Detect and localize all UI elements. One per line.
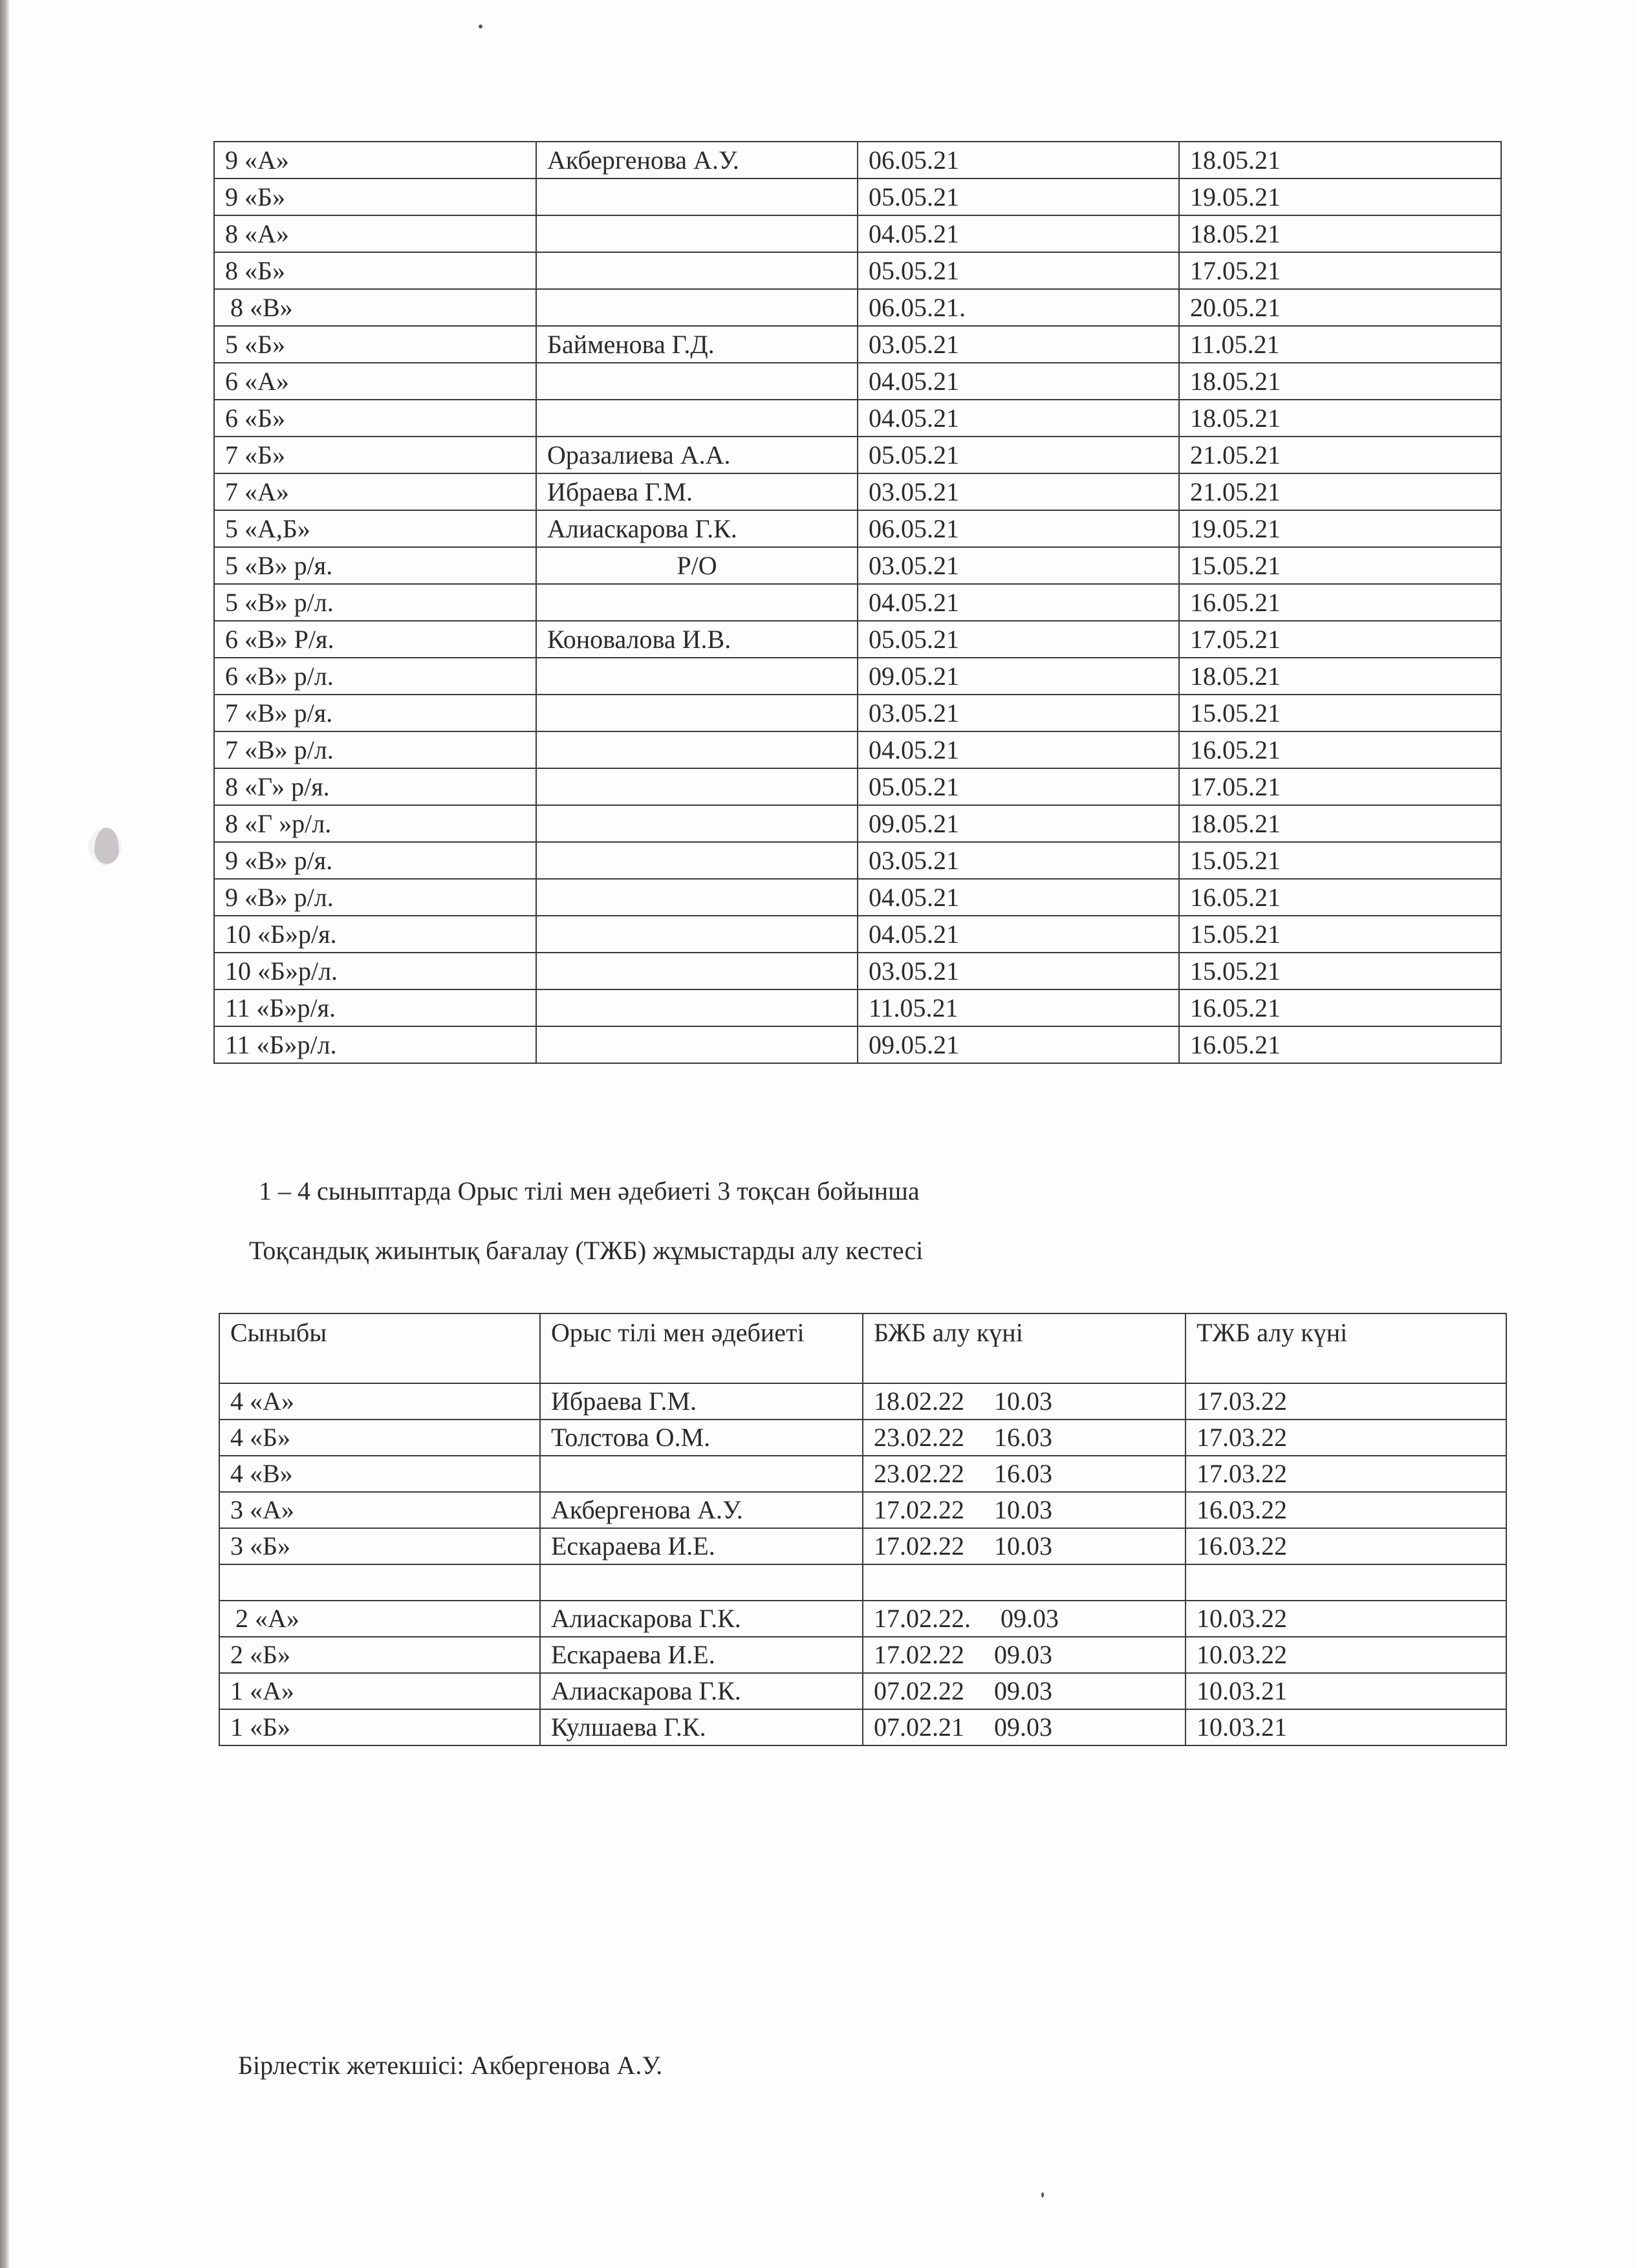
teacher-cell — [536, 695, 858, 731]
bjb-date-cell: 05.05.21 — [858, 437, 1179, 473]
bjb-date-cell: 05.05.21 — [858, 252, 1179, 289]
table-row — [214, 1026, 1501, 1063]
class-cell: 10 «Б»р/я. — [214, 916, 536, 953]
class-cell: 6 «В» р/л. — [214, 658, 536, 695]
tjb-date-cell: 15.05.21 — [1179, 953, 1501, 989]
tjb-date-cell: 16.05.21 — [1179, 989, 1501, 1026]
bjb-date-cell: 04.05.21 — [858, 879, 1179, 916]
blank-row — [219, 1564, 1506, 1601]
tjb-date-cell: 10.03.22 — [1186, 1637, 1506, 1673]
tjb-date-cell: 10.03.21 — [1186, 1709, 1506, 1745]
bjb-second-date: 09.03 — [994, 1640, 1052, 1669]
teacher-cell: Ибраева Г.М. — [536, 473, 858, 510]
class-cell: 8 «Г» р/я. — [214, 768, 536, 805]
table-row — [214, 547, 1501, 584]
tjb-date-cell: 15.05.21 — [1179, 547, 1501, 584]
teacher-cell — [540, 1564, 863, 1601]
class-cell: 8 «В» — [214, 289, 536, 326]
bjb-date-cell: 03.05.21 — [858, 473, 1179, 510]
class-cell: 6 «В» Р/я. — [214, 621, 536, 658]
class-cell: 4 «В» — [219, 1456, 540, 1492]
bjb-date-cell — [863, 1528, 1186, 1564]
tjb-date-cell: 20.05.21 — [1179, 289, 1501, 326]
bjb-date-cell: 06.05.21 — [858, 142, 1179, 178]
bjb-date-cell: 04.05.21 — [858, 215, 1179, 252]
punch-hole — [79, 826, 122, 867]
tjb-date-cell: 11.05.21 — [1179, 326, 1501, 363]
class-cell: 4 «Б» — [219, 1420, 540, 1456]
table-row — [214, 178, 1501, 215]
teacher-cell — [536, 215, 858, 252]
section-subtitle: 1 – 4 сыныптарда Орыс тілі мен әдебиеті 3 тоқсан бойынша — [259, 1176, 920, 1205]
table-row — [214, 989, 1501, 1026]
tjb-date-cell: 18.05.21 — [1179, 142, 1501, 178]
bjb-date-cell: 05.05.21 — [858, 178, 1179, 215]
bjb-date: 17.02.22 — [874, 1640, 964, 1669]
table-row — [214, 510, 1501, 547]
bjb-second-date: 10.03 — [994, 1387, 1052, 1416]
bjb-date-cell: 06.05.21 — [858, 510, 1179, 547]
class-cell: 3 «А» — [219, 1492, 540, 1528]
class-cell: 1 «Б» — [219, 1709, 540, 1745]
class-cell: 5 «Б» — [214, 326, 536, 363]
teacher-cell: Ескараева И.Е. — [540, 1528, 863, 1564]
table-row — [219, 1492, 1506, 1528]
table-row — [214, 621, 1501, 658]
bjb-date: 17.02.22 — [874, 1495, 964, 1524]
bjb-date-cell: 11.05.21 — [858, 989, 1179, 1026]
class-cell: 5 «В» р/л. — [214, 584, 536, 621]
table-row — [214, 584, 1501, 621]
tjb-date-cell: 10.03.21 — [1186, 1673, 1506, 1709]
teacher-cell: Кулшаева Г.К. — [540, 1709, 863, 1745]
schedule-table-grades-1-4 — [219, 1313, 1507, 1746]
bjb-date: 23.02.22 — [874, 1459, 964, 1488]
bjb-date-cell: 04.05.21 — [858, 363, 1179, 400]
tjb-date-cell: 18.05.21 — [1179, 400, 1501, 437]
tjb-date-cell: 16.05.21 — [1179, 731, 1501, 768]
table-row — [214, 953, 1501, 989]
teacher-cell — [536, 658, 858, 695]
teacher-cell — [536, 916, 858, 953]
class-cell: 2 «Б» — [219, 1637, 540, 1673]
bjb-date-cell — [863, 1709, 1186, 1745]
teacher-cell: Оразалиева А.А. — [536, 437, 858, 473]
tjb-date-cell: 16.05.21 — [1179, 584, 1501, 621]
bjb-date-cell: 04.05.21 — [858, 584, 1179, 621]
bjb-date-cell — [863, 1383, 1186, 1420]
teacher-cell: Ескараева И.Е. — [540, 1637, 863, 1673]
header-class: Сыныбы — [219, 1313, 540, 1383]
teacher-cell: Акбергенова А.У. — [540, 1492, 863, 1528]
tjb-date-cell: 21.05.21 — [1179, 473, 1501, 510]
tjb-date-cell: 17.05.21 — [1179, 252, 1501, 289]
bjb-date-cell — [863, 1601, 1186, 1637]
class-cell: 7 «В» р/я. — [214, 695, 536, 731]
table-row — [214, 916, 1501, 953]
teacher-cell: Алиаскарова Г.К. — [540, 1673, 863, 1709]
section-title: Тоқсандық жиынтық бағалау (ТЖБ) жұмыстарды алу кестесі — [249, 1236, 924, 1265]
class-cell: 2 «А» — [219, 1601, 540, 1637]
table-row — [214, 658, 1501, 695]
scan-speck — [1041, 2192, 1044, 2198]
class-cell: 7 «А» — [214, 473, 536, 510]
teacher-cell: Алиаскарова Г.К. — [536, 510, 858, 547]
class-cell: 5 «А,Б» — [214, 510, 536, 547]
table-row — [219, 1528, 1506, 1564]
teacher-cell — [536, 363, 858, 400]
tjb-date-cell: 16.03.22 — [1186, 1528, 1506, 1564]
table-row — [219, 1383, 1506, 1420]
bjb-date-cell: 04.05.21 — [858, 400, 1179, 437]
teacher-cell — [536, 178, 858, 215]
class-cell: 11 «Б»р/л. — [214, 1026, 536, 1063]
table-row — [219, 1673, 1506, 1709]
teacher-cell — [536, 289, 858, 326]
table-row — [214, 805, 1501, 842]
tjb-date-cell: 17.03.22 — [1186, 1456, 1506, 1492]
class-cell: 1 «А» — [219, 1673, 540, 1709]
tjb-date-cell: 19.05.21 — [1179, 178, 1501, 215]
class-cell: 9 «А» — [214, 142, 536, 178]
signature-line: Бірлестік жетекшісі: Акбергенова А.У. — [238, 2051, 663, 2080]
class-cell: 6 «Б» — [214, 400, 536, 437]
teacher-cell: Ибраева Г.М. — [540, 1383, 863, 1420]
teacher-cell — [540, 1456, 863, 1492]
table-row — [214, 473, 1501, 510]
table-row — [214, 400, 1501, 437]
bjb-date-cell: 05.05.21 — [858, 621, 1179, 658]
teacher-cell — [536, 768, 858, 805]
tjb-date-cell: 18.05.21 — [1179, 363, 1501, 400]
class-cell: 9 «Б» — [214, 178, 536, 215]
class-cell: 3 «Б» — [219, 1528, 540, 1564]
bjb-second-date: 10.03 — [994, 1495, 1052, 1524]
class-cell: 11 «Б»р/я. — [214, 989, 536, 1026]
tjb-date-cell: 15.05.21 — [1179, 695, 1501, 731]
tjb-date-cell: 17.05.21 — [1179, 768, 1501, 805]
teacher-cell: Акбергенова А.У. — [536, 142, 858, 178]
bjb-second-date: 09.03 — [994, 1712, 1052, 1742]
bjb-date-cell: 03.05.21 — [858, 326, 1179, 363]
bjb-second-date: 16.03 — [994, 1423, 1052, 1452]
tjb-date-cell: 18.05.21 — [1179, 805, 1501, 842]
teacher-cell: Толстова О.М. — [540, 1420, 863, 1456]
teacher-cell — [536, 879, 858, 916]
class-cell: 4 «А» — [219, 1383, 540, 1420]
table-row — [219, 1420, 1506, 1456]
teacher-cell — [536, 842, 858, 879]
tjb-date-cell: 17.03.22 — [1186, 1420, 1506, 1456]
tjb-date-cell: 15.05.21 — [1179, 842, 1501, 879]
tjb-date-cell: 18.05.21 — [1179, 215, 1501, 252]
bjb-date: 07.02.22 — [874, 1676, 964, 1705]
bjb-date-cell — [863, 1564, 1186, 1601]
header-tjb-date: ТЖБ алу күні — [1186, 1313, 1506, 1383]
class-cell: 7 «Б» — [214, 437, 536, 473]
bjb-date-cell: 09.05.21 — [858, 805, 1179, 842]
bjb-date: 23.02.22 — [874, 1423, 964, 1452]
teacher-cell: Байменова Г.Д. — [536, 326, 858, 363]
table-row — [214, 289, 1501, 326]
bjb-date-cell — [863, 1492, 1186, 1528]
table-row — [214, 215, 1501, 252]
table-header-row — [219, 1313, 1506, 1383]
table-row — [214, 879, 1501, 916]
class-cell — [219, 1564, 540, 1601]
table-row — [214, 326, 1501, 363]
bjb-date-cell — [863, 1456, 1186, 1492]
bjb-date: 17.02.22 — [874, 1531, 964, 1561]
table-row — [214, 768, 1501, 805]
bjb-second-date: 09.03 — [994, 1676, 1052, 1705]
tjb-date-cell: 16.03.22 — [1186, 1492, 1506, 1528]
bjb-date-cell: 03.05.21 — [858, 695, 1179, 731]
header-bjb-date: БЖБ алу күні — [863, 1313, 1186, 1383]
bjb-date: 17.02.22. — [874, 1604, 971, 1633]
table-row — [219, 1709, 1506, 1745]
tjb-date-cell: 17.03.22 — [1186, 1383, 1506, 1420]
tjb-date-cell — [1186, 1564, 1506, 1601]
class-cell: 9 «В» р/я. — [214, 842, 536, 879]
bjb-date-cell: 04.05.21 — [858, 916, 1179, 953]
table-row — [214, 142, 1501, 178]
teacher-cell — [536, 1026, 858, 1063]
bjb-date: 18.02.22 — [874, 1387, 964, 1416]
class-cell: 8 «А» — [214, 215, 536, 252]
tjb-date-cell: 18.05.21 — [1179, 658, 1501, 695]
bjb-date-cell: 09.05.21 — [858, 1026, 1179, 1063]
tjb-date-cell: 21.05.21 — [1179, 437, 1501, 473]
tjb-date-cell: 16.05.21 — [1179, 1026, 1501, 1063]
teacher-cell: Коновалова И.В. — [536, 621, 858, 658]
tjb-date-cell: 19.05.21 — [1179, 510, 1501, 547]
table-row — [214, 842, 1501, 879]
bjb-date-cell: 04.05.21 — [858, 731, 1179, 768]
class-cell: 5 «В» р/я. — [214, 547, 536, 584]
class-cell: 6 «А» — [214, 363, 536, 400]
table-row — [214, 695, 1501, 731]
table-row — [219, 1637, 1506, 1673]
teacher-cell — [536, 584, 858, 621]
table-row — [214, 437, 1501, 473]
bjb-second-date: 16.03 — [994, 1459, 1052, 1488]
bjb-date-cell: 03.05.21 — [858, 547, 1179, 584]
bjb-second-date: 09.03 — [1001, 1604, 1059, 1633]
teacher-cell — [536, 953, 858, 989]
bjb-date: 07.02.21 — [874, 1712, 964, 1742]
bjb-date-cell — [863, 1673, 1186, 1709]
scan-edge-shadow — [0, 0, 9, 2268]
table-row — [219, 1456, 1506, 1492]
bjb-date-cell: 09.05.21 — [858, 658, 1179, 695]
class-cell: 7 «В» р/л. — [214, 731, 536, 768]
bjb-date-cell: 03.05.21 — [858, 953, 1179, 989]
table-row — [214, 731, 1501, 768]
class-cell: 9 «В» р/л. — [214, 879, 536, 916]
header-subject-teacher: Орыс тілі мен әдебиеті — [540, 1313, 863, 1383]
bjb-date-cell: 03.05.21 — [858, 842, 1179, 879]
tjb-date-cell: 10.03.22 — [1186, 1601, 1506, 1637]
bjb-date-cell: 05.05.21 — [858, 768, 1179, 805]
teacher-cell — [536, 252, 858, 289]
table-row — [219, 1601, 1506, 1637]
table-row — [214, 363, 1501, 400]
teacher-cell — [536, 731, 858, 768]
schedule-table-grades-5-11 — [213, 141, 1502, 1064]
bjb-date-cell — [863, 1420, 1186, 1456]
teacher-cell — [536, 989, 858, 1026]
class-cell: 8 «Б» — [214, 252, 536, 289]
tjb-date-cell: 16.05.21 — [1179, 879, 1501, 916]
tjb-date-cell: 15.05.21 — [1179, 916, 1501, 953]
class-cell: 10 «Б»р/л. — [214, 953, 536, 989]
teacher-cell: Р/О — [536, 547, 858, 584]
tjb-date-cell: 17.05.21 — [1179, 621, 1501, 658]
teacher-cell — [536, 805, 858, 842]
bjb-second-date: 10.03 — [994, 1531, 1052, 1561]
bjb-date-cell — [863, 1637, 1186, 1673]
bjb-date-cell: 06.05.21. — [858, 289, 1179, 326]
scan-speck — [479, 25, 482, 28]
class-cell: 8 «Г »р/л. — [214, 805, 536, 842]
teacher-cell: Алиаскарова Г.К. — [540, 1601, 863, 1637]
teacher-cell — [536, 400, 858, 437]
table-row — [214, 252, 1501, 289]
